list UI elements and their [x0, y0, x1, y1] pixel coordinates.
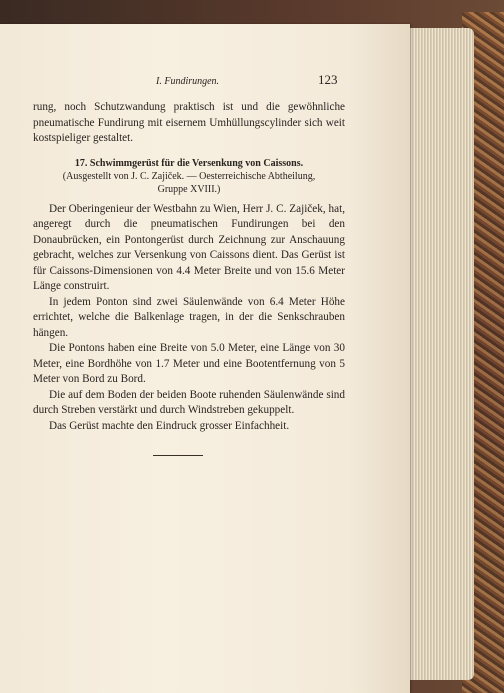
section-subtitle-line2: Gruppe XVIII.) [157, 183, 221, 195]
section-end-rule [153, 455, 203, 456]
running-head: I. Fundirungen. [156, 76, 220, 87]
page-edges [404, 28, 474, 680]
page-header [38, 72, 338, 92]
paragraph: In jedem Ponton sind zwei Säulenwände von 6.4 Meter Höhe errichtet, welche die Balkenlage tragen, in der die Senkschrauben hängen. [33, 295, 345, 339]
paragraph: Die Pontons haben eine Breite von 5.0 Meter, eine Länge von 30 Meter, eine Bordhöhe von 1.7 Meter und eine Bootentfernung von 5 Meter von Bord zu Bord. [33, 342, 345, 385]
paragraph: Der Oberingenieur der Westbahn zu Wien, Herr J. C. Zajiček, hat, angeregt durch die pneumatischen Fundirungen bei den Donaubrücken, ein Pontongerüst durch Zeichnung zur Anschauung gebracht, welches zur Versenkung von Caissons dient. Das Gerüst ist für Caissons-Dimensionen von 4.4 Meter Breite und von 15.6 Meter Länge construirt. [33, 202, 345, 292]
page-number: 123 [318, 72, 338, 87]
paragraph: Die auf dem Boden der beiden Boote ruhenden Säulenwände sind durch Streben verstärkt und durch Windstreben gekuppelt. [33, 388, 345, 416]
page-body [33, 100, 345, 434]
section-title: 17. Schwimmgerüst für die Versenkung von Caissons. [74, 157, 304, 169]
section-subtitle-line1: (Ausgestellt von J. C. Zajiček. — Oesterreichische Abtheilung, [62, 170, 316, 182]
paragraph: Das Gerüst machte den Eindruck grosser Einfachheit. [49, 419, 290, 432]
intro-paragraph: rung, noch Schutzwandung praktisch ist und die gewöhnliche pneumatische Fundirung mit eisernem Umhüllungscylinder sich weit kostspieliger gestaltet. [33, 101, 345, 144]
